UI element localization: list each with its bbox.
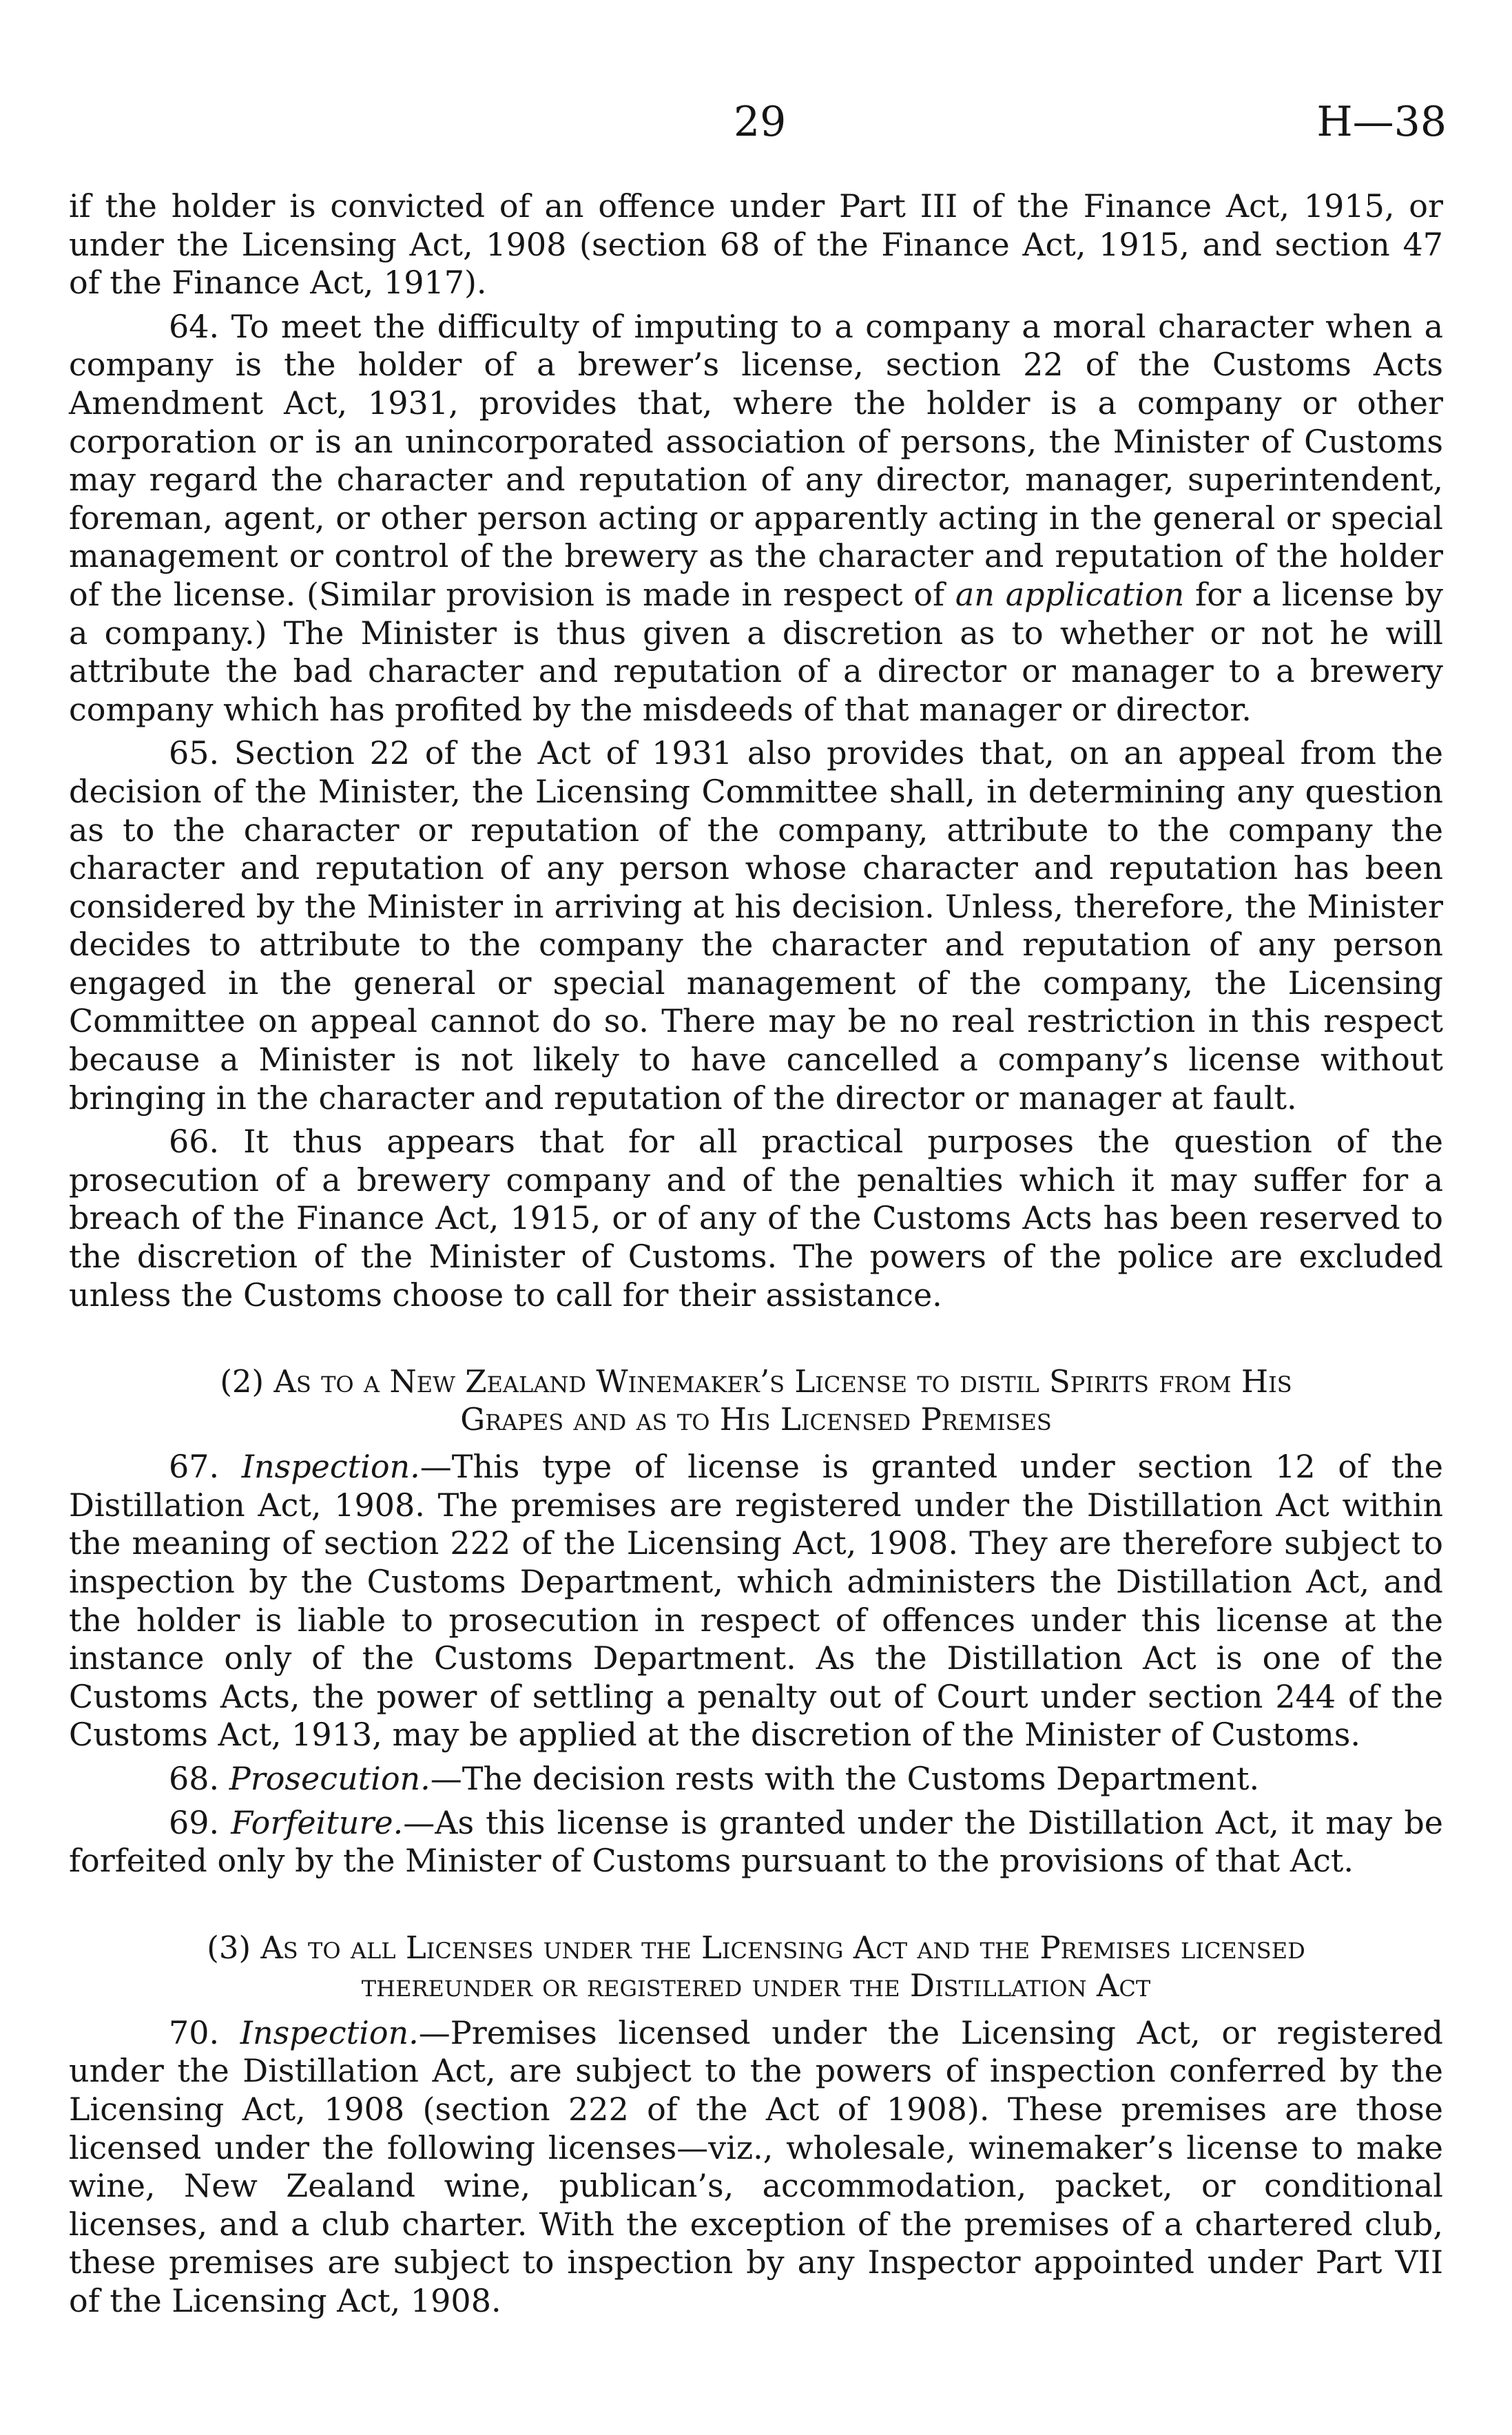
paragraph-68-text: —The decision rests with the Customs Department.	[430, 1759, 1260, 1797]
paragraph-64-text-a: 64. To meet the difficulty of imputing to a company a moral character when a company is the holder of a brewer’s license, section 22 of the Customs Acts Amendment Act, 1931, provides that, where the holder is a company or other corporation or is an unincorporated association of persons, the Minister of Customs may regard the character and reputation of any director, manager, superintendent, foreman, agent, or other person acting or apparently acting in the general or special management or control of the brewery as the character and reputation of the holder of the license. (Similar provision is made in respect of	[69, 307, 1443, 613]
paragraph-70-title: Inspection.	[240, 2013, 419, 2051]
section-heading-3	[69, 1929, 1443, 2004]
section-heading-2-line-1: (2) As to a New Zealand Winemaker’s License to distil Spirits from His	[220, 1363, 1292, 1400]
paragraph-64-text-b: for a license by a company.) The Minister is thus given a discretion as to whether or not he will attribute the bad character and reputation of a director or manager to a brewery company which has profited by the misdeeds of that manager or director.	[69, 575, 1443, 728]
paragraph-69-number: 69.	[169, 1803, 231, 1841]
document-body	[69, 187, 1443, 2321]
paragraph-68-title: Prosecution.	[229, 1759, 431, 1797]
paragraph-69-text: —As this license is granted under the Distillation Act, it may be forfeited only by the Minister of Customs pursuant to the provisions of that Act.	[69, 1803, 1443, 1880]
document-code: H—38	[1316, 98, 1447, 146]
paragraph-68	[69, 1760, 1443, 1799]
paragraph-65: 65. Section 22 of the Act of 1931 also provides that, on an appeal from the decision of the Minister, the Licensing Committee shall, in determining any question as to the character or reputation of the company, attribute to the company the character and reputation of any person whose character and reputation has been considered by the Minister in arriving at his decision. Unless, therefore, the Minister decides to attribute to the company the character and reputation of any person engaged in the general or special management of the company, the Licensing Committee on appeal cannot do so. There may be no real restriction in this respect because a Minister is not likely to have cancelled a company’s license without bringing in the character and reputation of the director or manager at fault.	[69, 734, 1443, 1117]
section-heading-2	[69, 1362, 1443, 1438]
paragraph-64	[69, 308, 1443, 729]
paragraph-67-text: —This type of license is granted under section 12 of the Distillation Act, 1908. The premises are registered under the Distillation Act within the meaning of section 222 of the Licensing Act, 1908. They are therefore subject to inspection by the Customs Department, which administers the Distillation Act, and the holder is liable to prosecution in respect of offences under this license at the instance only of the Customs Department. As the Distillation Act is one of the Customs Acts, the power of settling a penalty out of Court under section 244 of the Customs Act, 1913, may be applied at the discretion of the Minister of Customs.	[69, 1448, 1444, 1754]
section-heading-3-line-2: thereunder or registered under the Distillation Act	[361, 1967, 1151, 2004]
paragraph-70	[69, 2014, 1443, 2321]
paragraph-67-title: Inspection.	[241, 1448, 420, 1486]
paragraph-70-number: 70.	[169, 2013, 240, 2051]
continuation-paragraph: if the holder is convicted of an offence under Part III of the Finance Act, 1915, or under the Licensing Act, 1908 (section 68 of the Finance Act, 1915, and section 47 of the Finance Act, 1917).	[69, 187, 1443, 302]
section-heading-3-line-1: (3) As to all Licenses under the Licensing Act and the Premises licensed	[207, 1929, 1305, 1966]
paragraph-66: 66. It thus appears that for all practical purposes the question of the prosecution of a brewery company and of the penalties which it may suffer for a breach of the Finance Act, 1915, or of any of the Customs Acts has been reserved to the discretion of the Minister of Customs. The powers of the police are excluded unless the Customs choose to call for their assistance.	[69, 1123, 1443, 1314]
paragraph-67-number: 67.	[169, 1448, 242, 1486]
page-number: 29	[734, 98, 787, 146]
paragraph-64-italic: an application	[955, 575, 1185, 613]
paragraph-69	[69, 1804, 1443, 1880]
section-heading-2-line-2: Grapes and as to His Licensed Premises	[460, 1401, 1052, 1438]
paragraph-67	[69, 1448, 1443, 1754]
paragraph-70-text: —Premises licensed under the Licensing Act, or registered under the Distillation Act, are subject to the powers of inspection conferred by the Licensing Act, 1908 (section 222 of the Act of 1908). These premises are those licensed under the following licenses—viz., wholesale, winemaker’s license to make wine, New Zealand wine, publican’s, accommodation, packet, or conditional licenses, and a club charter. With the exception of the premises of a chartered club, these premises are subject to inspection by any Inspector appointed under Part VII of the Licensing Act, 1908.	[69, 2013, 1443, 2319]
paragraph-68-number: 68.	[169, 1759, 229, 1797]
paragraph-69-title: Forfeiture.	[231, 1803, 404, 1841]
